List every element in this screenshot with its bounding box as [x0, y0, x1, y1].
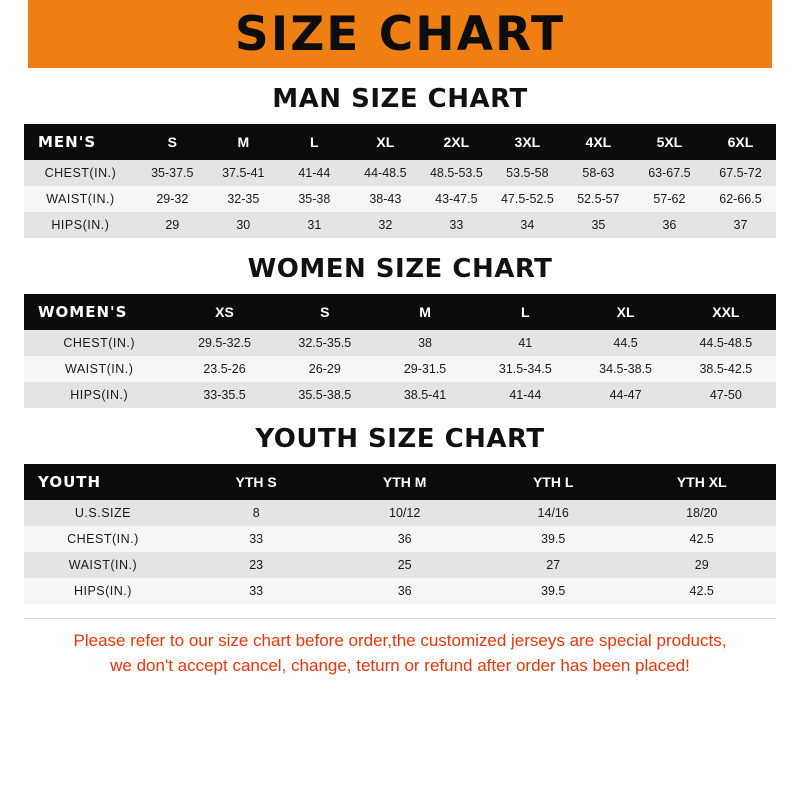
table-header-row [24, 124, 776, 160]
table-cell: 41 [475, 330, 575, 356]
table-row [24, 578, 776, 604]
youth-size-table [24, 464, 776, 604]
table-cell: 41-44 [475, 382, 575, 408]
row-label: HIPS(IN.) [24, 382, 174, 408]
table-cell: 34 [492, 212, 563, 238]
table-cell: 29 [627, 552, 776, 578]
table-cell: 44.5 [575, 330, 675, 356]
table-cell: 23 [182, 552, 331, 578]
column-header: XL [350, 124, 421, 160]
table-cell: 27 [479, 552, 628, 578]
column-header: YTH M [330, 464, 479, 500]
column-header: XS [174, 294, 274, 330]
table-row [24, 212, 776, 238]
table-cell: 39.5 [479, 578, 628, 604]
column-header: XXL [676, 294, 776, 330]
table-row [24, 552, 776, 578]
table-row [24, 330, 776, 356]
table-cell: 42.5 [627, 578, 776, 604]
column-header: WOMEN'S [24, 294, 174, 330]
footer-note-line-2: we don't accept cancel, change, teturn or refund after order has been placed! [110, 655, 690, 675]
table-cell: 43-47.5 [421, 186, 492, 212]
table-cell: 52.5-57 [563, 186, 634, 212]
table-cell: 38 [375, 330, 475, 356]
table-cell: 33 [182, 526, 331, 552]
table-cell: 38-43 [350, 186, 421, 212]
table-cell: 39.5 [479, 526, 628, 552]
table-cell: 36 [634, 212, 705, 238]
men-size-table [24, 124, 776, 238]
column-header: L [475, 294, 575, 330]
row-label: CHEST(IN.) [24, 330, 174, 356]
table-cell: 18/20 [627, 500, 776, 526]
table-cell: 57-62 [634, 186, 705, 212]
table-cell: 32.5-35.5 [275, 330, 375, 356]
section-title-women: WOMEN SIZE CHART [247, 254, 553, 284]
table-cell: 36 [330, 578, 479, 604]
table-cell: 37.5-41 [208, 160, 279, 186]
table-cell: 33 [421, 212, 492, 238]
row-label: WAIST(IN.) [24, 552, 182, 578]
column-header: YOUTH [24, 464, 182, 500]
table-cell: 25 [330, 552, 479, 578]
table-row [24, 356, 776, 382]
banner-right-edge [772, 0, 800, 68]
column-header: 2XL [421, 124, 492, 160]
table-cell: 36 [330, 526, 479, 552]
table-cell: 14/16 [479, 500, 628, 526]
table-cell: 29.5-32.5 [174, 330, 274, 356]
column-header: L [279, 124, 350, 160]
table-cell: 44.5-48.5 [676, 330, 776, 356]
table-cell: 44-48.5 [350, 160, 421, 186]
table-cell: 44-47 [575, 382, 675, 408]
table-cell: 58-63 [563, 160, 634, 186]
table-cell: 38.5-41 [375, 382, 475, 408]
column-header: 6XL [705, 124, 776, 160]
table-cell: 8 [182, 500, 331, 526]
table-cell: 35 [563, 212, 634, 238]
table-cell: 67.5-72 [705, 160, 776, 186]
table-row [24, 382, 776, 408]
table-row [24, 500, 776, 526]
row-label: WAIST(IN.) [24, 356, 174, 382]
table-cell: 30 [208, 212, 279, 238]
row-label: HIPS(IN.) [24, 212, 137, 238]
section-title-men: MAN SIZE CHART [272, 84, 528, 114]
table-cell: 35-37.5 [137, 160, 208, 186]
content-area [0, 84, 800, 678]
column-header: M [208, 124, 279, 160]
column-header: XL [575, 294, 675, 330]
table-header-row [24, 294, 776, 330]
table-row [24, 526, 776, 552]
table-cell: 34.5-38.5 [575, 356, 675, 382]
table-cell: 31.5-34.5 [475, 356, 575, 382]
table-cell: 33-35.5 [174, 382, 274, 408]
table-cell: 29 [137, 212, 208, 238]
header-banner [0, 0, 800, 68]
column-header: M [375, 294, 475, 330]
row-label: HIPS(IN.) [24, 578, 182, 604]
footer-note-line-1: Please refer to our size chart before order,the customized jerseys are special products, [73, 631, 727, 650]
column-header: MEN'S [24, 124, 137, 160]
table-cell: 38.5-42.5 [676, 356, 776, 382]
table-row [24, 160, 776, 186]
table-cell: 53.5-58 [492, 160, 563, 186]
page-title: SIZE CHART [234, 6, 566, 62]
row-label: CHEST(IN.) [24, 526, 182, 552]
table-cell: 29-32 [137, 186, 208, 212]
column-header: YTH XL [627, 464, 776, 500]
table-cell: 32 [350, 212, 421, 238]
column-header: S [137, 124, 208, 160]
column-header: 5XL [634, 124, 705, 160]
table-cell: 10/12 [330, 500, 479, 526]
banner-left-edge [0, 0, 28, 68]
table-header-row [24, 464, 776, 500]
row-label: WAIST(IN.) [24, 186, 137, 212]
column-header: YTH S [182, 464, 331, 500]
table-cell: 63-67.5 [634, 160, 705, 186]
table-cell: 23.5-26 [174, 356, 274, 382]
table-cell: 31 [279, 212, 350, 238]
row-label: CHEST(IN.) [24, 160, 137, 186]
row-label: U.S.SIZE [24, 500, 182, 526]
column-header: YTH L [479, 464, 628, 500]
table-cell: 29-31.5 [375, 356, 475, 382]
table-cell: 47-50 [676, 382, 776, 408]
table-cell: 41-44 [279, 160, 350, 186]
table-cell: 62-66.5 [705, 186, 776, 212]
table-cell: 48.5-53.5 [421, 160, 492, 186]
table-row [24, 186, 776, 212]
table-cell: 35-38 [279, 186, 350, 212]
table-cell: 37 [705, 212, 776, 238]
column-header: 4XL [563, 124, 634, 160]
table-cell: 33 [182, 578, 331, 604]
women-size-table [24, 294, 776, 408]
table-cell: 42.5 [627, 526, 776, 552]
section-title-youth: YOUTH SIZE CHART [255, 424, 545, 454]
column-header: S [275, 294, 375, 330]
table-cell: 26-29 [275, 356, 375, 382]
table-cell: 32-35 [208, 186, 279, 212]
footer-note [24, 618, 776, 678]
table-cell: 35.5-38.5 [275, 382, 375, 408]
column-header: 3XL [492, 124, 563, 160]
table-cell: 47.5-52.5 [492, 186, 563, 212]
